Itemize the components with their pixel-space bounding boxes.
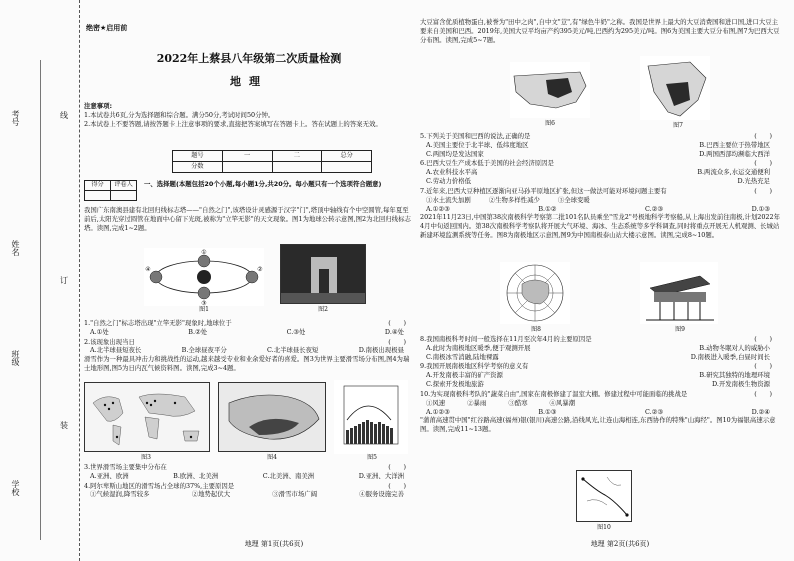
question-2: 2.该现象出现当日 ( ) [84,337,406,346]
option: A.此时为南极地区暖季,便于观测开展 [426,343,531,352]
score-cell: 二 [272,151,322,162]
option: C.探索开发极地旅游 [426,380,484,389]
subject-title: 地理 [230,75,268,88]
score-table-row [173,162,372,173]
figure-1-caption: 图1 [199,306,209,313]
question-6-options-row1 [420,168,780,177]
intro-2: 滑雪作为一种最具冲击力和挑战性的运动,越来越受专业和业余爱好者的喜爱。图3为世界主要滑雪场分布图,图4为瑞士地形图,图5为日内瓦气候资料图。读图,完成3~4题。 [84,355,410,373]
figure-4-terrain-map [218,382,326,452]
score-cell [322,162,372,173]
intro-highway: "蒲莆高速贯中国"红谷路高速(福州)银(银川)高速公路,沿线风光,让连山海相连,东西协作的特殊"山海经"。图10为福银高速示意图。读图,完成11~13题。 [420,416,776,434]
option: D.南极出现极昼 [358,346,404,355]
option: D.光热充足 [737,177,770,186]
cut-word-1: 线 [60,111,68,120]
figure-3-world-map [84,382,210,452]
statement: ②生物多样性减少 [488,195,540,204]
figure-8-antarctic-map [500,262,570,324]
question-6: 6.巴西大豆生产成本低于美国的社会经济原因是 ( ) [420,159,772,168]
section-1-heading: 一、选择题(本题包括20个小题,每小题1分,共20分。每小题只有一个选项符合题意) [144,180,382,188]
option: B.①② [538,204,557,213]
figure-7-caption: 图7 [673,122,683,129]
option: B.②处 [188,327,208,336]
cut-word-3: 装 [60,421,68,430]
left-footer: 地理 第1页(共6页) [244,540,304,548]
question-10-statements [420,399,780,408]
option: ④服务设施完善 [359,490,404,499]
option: ③滑雪市场广阔 [272,490,318,499]
secret-mark: 绝密★启用前 [86,24,128,32]
polar-map [500,262,570,324]
highway-map [577,471,632,522]
grader-score-label: 得分 [85,181,111,191]
world-map [85,383,210,452]
figure-10-highway-map [576,470,632,522]
question-10: 10.为实现南极科考队的"蔬菜自由",国家在南极修建了温室大棚。修建过程中可能面临的挑战是 ( ) [420,389,772,398]
question-3-options [84,472,414,481]
orbit-label: ② [257,266,263,273]
grader-person-cell [111,191,137,201]
figure-5-climate-chart [334,380,408,454]
option: D.②④ [751,407,770,416]
option: A.①处 [90,327,109,336]
question-5-stem: 5.下列关于美国和巴西的说法,正确的是 [420,132,531,140]
figure-5-caption: 图5 [367,454,377,461]
notes [84,102,414,128]
figure-3-caption: 图3 [141,454,151,461]
note-2: 2.本试卷上不要答题,请按答题卡上注意事项的要求,直接把答案填写在答题卡上。答在试题上的答案无效。 [84,119,382,128]
option: D.南极进入暖季,白昼时间长 [690,352,770,361]
score-cell [272,162,322,173]
orbit-diagram [144,248,264,306]
figure-6-usa-map [510,62,590,118]
class-label: 班级 [11,350,20,366]
option: C.北美洲、南美洲 [262,471,315,480]
right-page [420,0,780,561]
question-8-stem: 8.我国南极科考时间一般选择在11月至次年4月的主要原因是 [420,335,592,343]
grader-person-label: 评卷人 [111,181,137,191]
score-cell [222,162,272,173]
option: A.①②③ [426,204,450,213]
question-5-options-row1 [420,141,780,150]
question-4-stem: 4.阿尔卑斯山地区的滑雪场占全球的37%,主要原因是 [84,481,235,490]
station-building [640,262,718,324]
intro-soybean: 大豆富含优质植物蛋白,被誉为"田中之肉",自中文"荳",有"绿色牛奶"之称。我国是世界上最大的大豆消费国和进口国,进口大豆主要来自美国和巴西。2019年,美国大豆平均亩产约395美元/吨,巴西约为295美元/吨。图6为美国主要大豆分布图,图7为巴西大豆分布图。读图,完成5~7题。 [420,18,780,44]
option: A.①②③ [426,407,450,416]
option: B.研究其独特的地理环境 [699,371,770,380]
exam-no-label: 考号 [11,110,20,126]
score-cell: 一 [222,151,272,162]
question-7-statements [420,196,780,205]
figure-2-caption: 图2 [318,306,328,313]
option: B.两流众多,水运交通便利 [697,168,770,177]
notes-heading: 注意事项: [84,102,113,110]
figure-9-caption: 图9 [675,326,685,333]
question-2-stem: 2.该现象出现当日 [84,337,135,346]
question-7: 7.近年来,巴西大豆种植区逐渐向亚马孙平原地区扩张,但这一做法可能对环境问题主要有 ( ) [420,186,772,195]
intro-antarctic: 2021年11月23日,中国第38次南极科学考察第二批101名队员乘坐"雪龙2"号极地科学考察船,从上海出发前往南极,计划2022年4月中旬返回国内。第38次南极科学考察队将开展大气环境、海冰、生态系统等多学科调查,同时将重点开展无人机观测、长城站新建环境监测系统等任务。图8为南极地区示意图,图9为中国南极泰山站大楼示意图。读图,完成8~10题。 [420,213,780,240]
score-cell: 题号 [173,151,223,162]
question-6-options-row2 [420,177,780,186]
score-cell: 总分 [322,151,372,162]
terrain-map [219,383,326,452]
orbit-label: ① [201,249,207,256]
question-block-8-10 [420,334,780,434]
question-1-options [84,328,414,337]
question-1-stem: 1."自然之门"标志塔出现"立竿无影"现象时,地球位于 [84,319,232,327]
binding-margin [0,0,80,561]
option: B.巴西主要位于热带地区 [699,140,770,149]
option: B.欧洲、北美洲 [173,471,219,480]
option: C.南极冰雪消融,陆地裸露 [426,352,499,361]
statement: ①风速 [426,398,446,407]
statement: ③酷寒 [508,398,528,407]
figure-6-caption: 图6 [545,120,555,127]
question-5: 5.下列关于美国和巴西的说法,正确的是 ( ) [420,132,772,140]
grader-score-cell [85,191,111,201]
question-8: 8.我国南极科考时间一般选择在11月至次年4月的主要原因是 ( ) [420,335,772,343]
figure-8-caption: 图8 [531,326,541,333]
figure-2-photo [280,244,366,304]
score-table-row [173,151,372,162]
option: ①气候湿润,降雪较多 [90,490,150,499]
option: C.劳动力价格低 [426,177,472,186]
question-9-stem: 9.我国开展南极地区科学考察的意义有 [420,362,529,371]
question-9: 9.我国开展南极地区科学考察的意义有 ( ) [420,362,772,371]
option: C.两国均是发达国家 [426,149,484,158]
statement: ④风暴潮 [549,398,576,407]
score-cell: 分数 [173,162,223,173]
grader-box [84,180,137,201]
option: D.亚洲、大洋洲 [358,471,404,480]
question-8-options-row1 [420,344,780,353]
question-block-3-4 [84,462,414,499]
question-2-options [84,346,414,355]
name-label: 姓名 [11,240,20,256]
question-block-5-7 [420,131,780,240]
climate-chart [334,380,408,454]
exam-title: 2022年上蔡县八年级第二次质量检测 [156,52,342,65]
option: A.亚洲、欧洲 [90,471,129,480]
figure-7-brazil-map [640,56,710,120]
intro-1: 我国广东南澳县建有北回归线标志塔——"自然之门",该塔设计灵感源于汉字"门",塔顶中轴线有个中空圆管,每年夏至前后,太阳光穿过圆管在地面中心留下光斑,被称为"立竿无影"的天文现象。图1为地球公转示意图,图2为北回归线标志塔。读图,完成1~2题。 [84,206,411,232]
option: B.动物冬眠对人的威胁小 [699,343,770,352]
option: C.②③ [644,204,664,213]
statement: ③全球变暖 [557,195,590,204]
school-label: 学校 [11,480,20,496]
question-7-stem: 7.近年来,巴西大豆种植区逐渐向亚马孙平原地区扩张,但这一做法可能对环境问题主要有 [420,186,667,195]
question-4: 4.阿尔卑斯山地区的滑雪场占全球的37%,主要原因是 ( ) [84,481,406,490]
figure-1-orbit [144,248,264,306]
option: C.②③ [644,407,664,416]
option: A.农业科技水平高 [426,168,478,177]
cut-word-2: 订 [60,276,68,285]
question-10-stem: 10.为实现南极科考队的"蔬菜自由",国家在南极修建了温室大棚。修建过程中可能面临的挑战是 [420,389,688,398]
option: A.开发南极丰富的矿产资源 [426,371,503,380]
option: D.两国西部均濒临大西洋 [699,149,770,158]
option: ②地势起伏大 [191,490,231,499]
question-3-stem: 3.世界滑雪场主要集中分布在 [84,463,167,471]
usa-soy-map [510,62,590,118]
right-footer: 地理 第2页(共6页) [590,540,650,548]
orbit-label: ③ [201,300,207,306]
orbit-label: ④ [145,266,151,273]
figure-4-caption: 图4 [267,454,277,461]
option: C.③处 [286,327,306,336]
left-page [84,0,414,561]
option: C.北半球昼长夜短 [267,346,319,355]
question-5-options-row2 [420,150,780,159]
tower-photo [281,245,366,304]
figure-9-station-photo [640,262,718,324]
statement: ①水土流失加剧 [426,195,471,204]
note-1: 1.本试卷共6页,分为选择题和综合题。满分50分,考试时间50分钟。 [84,110,275,119]
brazil-soy-map [640,56,710,120]
question-9-options-row2 [420,380,780,389]
statement: ②暴雨 [467,398,487,407]
question-1: 1."自然之门"标志塔出现"立竿无影"现象时,地球位于 ( ) [84,319,406,327]
option: B.全球昼夜平分 [181,346,227,355]
option: D.①③ [751,204,770,213]
option: D.④处 [384,327,404,336]
option: A.北半球昼短夜长 [90,346,142,355]
question-8-options-row2 [420,353,780,362]
question-6-stem: 6.巴西大豆生产成本低于美国的社会经济原因是 [420,159,554,168]
figure-10-caption: 图10 [597,524,611,531]
score-table [172,150,372,173]
question-4-options [84,490,414,499]
question-3: 3.世界滑雪场主要集中分布在 ( ) [84,463,406,471]
option: D.开发南极生物资源 [711,380,770,389]
binding-line [40,60,41,540]
question-9-options-row1 [420,371,780,380]
option: A.美国主要位于北半球、低纬度地区 [426,140,529,149]
option: B.①③ [538,407,557,416]
question-block-1-2 [84,318,414,373]
